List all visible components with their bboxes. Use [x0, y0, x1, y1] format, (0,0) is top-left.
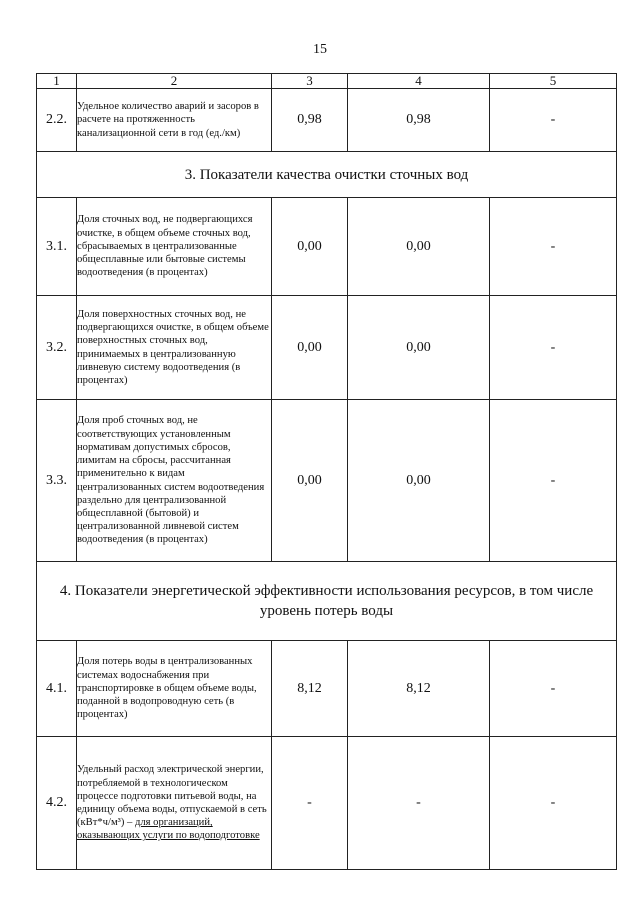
header-cell-3: 3: [272, 74, 348, 89]
row-value-5: -: [490, 89, 617, 152]
row-description: Доля проб сточных вод, не соответствующих установленным нормативам допустимых сбросов, лимитам на сбросы, рассчитанная применительно к видам централизованных систем водоотведения раздельно для централизованной общесплавной (бытовой) и централизованной ливневой систем водоотведения (в процентах): [77, 400, 272, 562]
row-description: Удельное количество аварий и засоров в расчете на протяженность канализационной сети в год (ед./км): [77, 89, 272, 152]
row-value-3: 0,00: [272, 400, 348, 562]
row-number: 3.2.: [37, 296, 77, 400]
table-row: [37, 641, 617, 737]
row-description: Доля поверхностных сточных вод, не подвергающихся очистке, в общем объеме поверхностных сточных вод, принимаемых в централизованную ливневую систему водоотведения (в процентах): [77, 296, 272, 400]
table-row: [37, 737, 617, 870]
section-row: [37, 152, 617, 198]
row-value-3: 8,12: [272, 641, 348, 737]
row-value-3: -: [272, 737, 348, 870]
page-number: 15: [313, 42, 327, 57]
header-cell-4: 4: [348, 74, 490, 89]
table-row: [37, 296, 617, 400]
row-value-4: -: [348, 737, 490, 870]
row-value-3: 0,00: [272, 198, 348, 296]
header-cell-5: 5: [490, 74, 617, 89]
header-cell-2: 2: [77, 74, 272, 89]
row-value-4: 8,12: [348, 641, 490, 737]
table-row: [37, 400, 617, 562]
row-value-4: 0,00: [348, 296, 490, 400]
row-description: [77, 737, 272, 870]
description-underlined-text: для организаций, оказывающих услуги по водоподготовке: [77, 817, 260, 842]
section-row: [37, 562, 617, 641]
header-cell-1: 1: [37, 74, 77, 89]
table-row: [37, 89, 617, 152]
row-number: 3.3.: [37, 400, 77, 562]
row-value-4: 0,98: [348, 89, 490, 152]
row-value-5: -: [490, 400, 617, 562]
header-row: [37, 74, 617, 89]
row-value-4: 0,00: [348, 198, 490, 296]
row-value-5: -: [490, 641, 617, 737]
row-value-3: 0,98: [272, 89, 348, 152]
row-number: 2.2.: [37, 89, 77, 152]
row-description: Доля сточных вод, не подвергающихся очистке, в общем объеме сточных вод, сбрасываемых в централизованные общесплавные или бытовые системы водоотведения (в процентах): [77, 198, 272, 296]
row-value-5: -: [490, 737, 617, 870]
section-heading: 3. Показатели качества очистки сточных вод: [37, 152, 617, 198]
row-number: 4.2.: [37, 737, 77, 870]
description-text: Удельный расход электрической энергии, потребляемой в технологическом процессе подготовки питьевой воды, на единицу объема воды, отпускаемой в сеть (кВт*ч/м³) –: [77, 764, 267, 829]
row-number: 4.1.: [37, 641, 77, 737]
row-number: 3.1.: [37, 198, 77, 296]
row-value-5: -: [490, 296, 617, 400]
row-value-4: 0,00: [348, 400, 490, 562]
row-value-5: -: [490, 198, 617, 296]
row-value-3: 0,00: [272, 296, 348, 400]
row-description: Доля потерь воды в централизованных системах водоснабжения при транспортировке в общем объеме воды, поданной в водопроводную сеть (в процентах): [77, 641, 272, 737]
section-heading: 4. Показатели энергетической эффективности использования ресурсов, в том числе уровень потерь воды: [37, 562, 617, 641]
indicators-table: [36, 73, 617, 870]
table-row: [37, 198, 617, 296]
